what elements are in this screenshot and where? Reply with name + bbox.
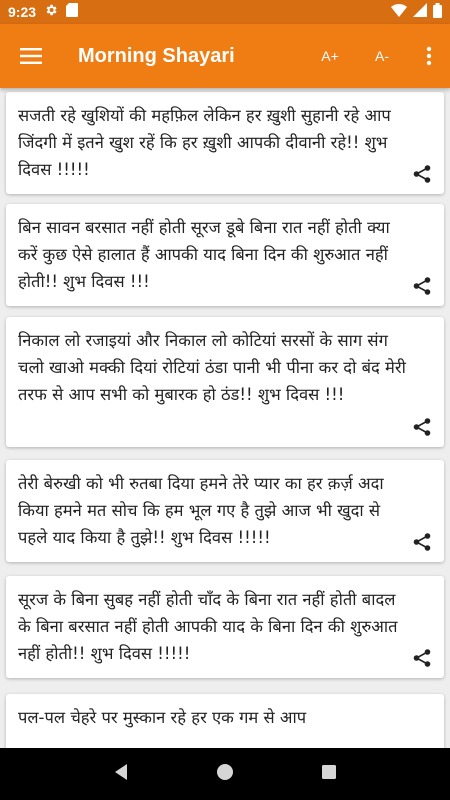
shayari-text: निकाल लो रजाइयां और निकाल लो कोटियां सरसों के साग संग चलो खाओ मक्की दियां रोटियां ठंडा पानी भी पीना कर दो बंद मेरी तरफ से आप सभी को मुबारक हो ठंड!! शुभ दिवस !!!	[18, 331, 406, 404]
page-title: Morning Shayari	[78, 44, 235, 67]
shayari-card[interactable]	[6, 694, 444, 748]
more-vert-icon[interactable]	[408, 24, 450, 88]
shayari-card[interactable]	[6, 576, 444, 678]
status-time: 9:23	[8, 4, 37, 20]
app-bar	[0, 24, 450, 88]
shayari-card[interactable]	[6, 460, 444, 562]
font-decrease-button[interactable]: A-	[375, 48, 389, 64]
shayari-text: सूरज के बिना सुबह नहीं होती चाँद के बिना रात नहीं होती बादल के बिना बरसात नहीं होती आपकी याद के बिना दिन की शुरुआत नहीं होती!! शुभ दिवस !!!!!	[18, 590, 398, 663]
shayari-text: बिन सावन बरसात नहीं होती सूरज डूबे बिना रात नहीं होती क्या करें कुछ ऐसे हालात हैं आपकी याद बिना दिन की शुरुआत नहीं होती!! शुभ दिवस !!!	[18, 218, 390, 291]
back-icon[interactable]	[113, 763, 129, 785]
share-icon[interactable]	[412, 164, 432, 184]
share-icon[interactable]	[412, 532, 432, 552]
gear-icon	[44, 3, 58, 21]
navigation-bar	[0, 748, 450, 800]
shayari-card[interactable]	[6, 204, 444, 306]
recents-icon[interactable]	[321, 764, 337, 784]
battery-icon	[433, 3, 442, 22]
shayari-card[interactable]	[6, 92, 444, 194]
shayari-list[interactable]	[0, 88, 450, 748]
hamburger-menu-icon[interactable]	[0, 24, 62, 88]
shayari-text: तेरी बेरुखी को भी रुतबा दिया हमने तेरे प्यार का हर क़र्ज़ अदा किया हमने मत सोच कि हम भूल गए है तुझे आज भी खुदा से पहले याद किया है तुझे!! शुभ दिवस !!!!!	[18, 474, 384, 547]
font-increase-button[interactable]: A+	[321, 48, 339, 64]
share-icon[interactable]	[412, 648, 432, 668]
shayari-text: पल-पल चेहरे पर मुस्कान रहे हर एक गम से आप	[18, 708, 307, 727]
home-icon[interactable]	[216, 763, 234, 785]
share-icon[interactable]	[412, 417, 432, 437]
signal-icon	[413, 3, 427, 21]
share-icon[interactable]	[412, 276, 432, 296]
status-bar	[0, 0, 450, 24]
shayari-card[interactable]	[6, 317, 444, 447]
shayari-text: सजती रहे खुशियों की महफ़िल लेकिन हर ख़ुशी सुहानी रहे आप जिंदगी में इतने खुश रहें कि हर ख़ुशी आपकी दीवानी रहे!! शुभ दिवस !!!!!	[18, 106, 391, 179]
sd-card-icon	[66, 3, 78, 21]
wifi-icon	[391, 3, 407, 21]
